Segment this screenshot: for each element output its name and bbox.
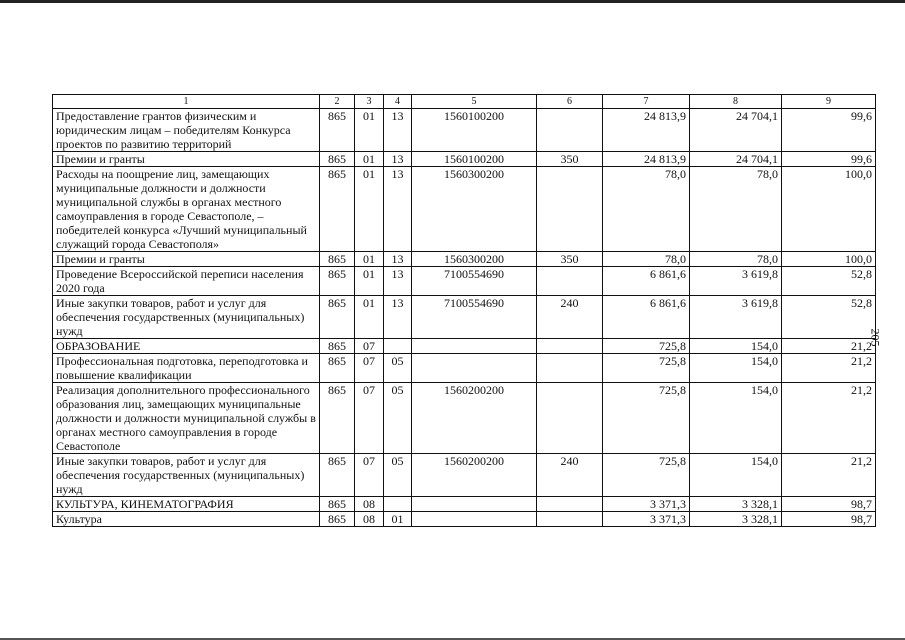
planned-amount: 725,8 — [603, 383, 690, 454]
planned-amount: 3 371,3 — [603, 512, 690, 527]
expense-type-code: 240 — [537, 454, 603, 497]
execution-percent: 99,6 — [782, 109, 876, 152]
expense-item-name: Проведение Всероссийской переписи населения 2020 года — [53, 267, 320, 296]
planned-amount: 24 813,9 — [603, 152, 690, 167]
table-row — [53, 109, 876, 152]
executed-amount: 154,0 — [690, 339, 782, 354]
subsection-code: 05 — [384, 383, 412, 454]
planned-amount: 725,8 — [603, 339, 690, 354]
expense-type-code — [537, 512, 603, 527]
expense-type-code: 350 — [537, 252, 603, 267]
subsection-code: 13 — [384, 152, 412, 167]
ministry-code: 865 — [320, 339, 355, 354]
ministry-code: 865 — [320, 167, 355, 252]
expense-type-code — [537, 167, 603, 252]
execution-percent: 52,8 — [782, 296, 876, 339]
executed-amount: 78,0 — [690, 252, 782, 267]
expense-type-code: 350 — [537, 152, 603, 167]
ministry-code: 865 — [320, 152, 355, 167]
table-row — [53, 339, 876, 354]
subsection-code: 13 — [384, 167, 412, 252]
section-code: 01 — [355, 252, 384, 267]
target-article-code — [412, 339, 537, 354]
table-row — [53, 152, 876, 167]
target-article-code: 1560300200 — [412, 252, 537, 267]
target-article-code: 1560200200 — [412, 383, 537, 454]
execution-percent: 99,6 — [782, 152, 876, 167]
section-code: 01 — [355, 152, 384, 167]
target-article-code: 1560200200 — [412, 454, 537, 497]
expense-item-name: Профессиональная подготовка, переподготовка и повышение квалификации — [53, 354, 320, 383]
section-code: 07 — [355, 339, 384, 354]
table-row — [53, 167, 876, 252]
subsection-code: 05 — [384, 454, 412, 497]
column-number: 4 — [384, 95, 412, 109]
column-number: 5 — [412, 95, 537, 109]
subsection-code — [384, 339, 412, 354]
subsection-code: 01 — [384, 512, 412, 527]
expense-item-name: ОБРАЗОВАНИЕ — [53, 339, 320, 354]
execution-percent: 98,7 — [782, 512, 876, 527]
expense-item-name: КУЛЬТУРА, КИНЕМАТОГРАФИЯ — [53, 497, 320, 512]
executed-amount: 154,0 — [690, 354, 782, 383]
ministry-code: 865 — [320, 109, 355, 152]
scan-top-edge — [0, 0, 905, 3]
executed-amount: 3 328,1 — [690, 512, 782, 527]
expense-type-code: 240 — [537, 296, 603, 339]
execution-percent: 100,0 — [782, 252, 876, 267]
target-article-code — [412, 354, 537, 383]
expense-item-name: Расходы на поощрение лиц, замещающих муниципальные должности и должности муниципальной службы в органах местного самоуправления в городе Севастополе, – победителей конкурса «Лучший муниципальный служащий города Севастополя» — [53, 167, 320, 252]
section-code: 08 — [355, 497, 384, 512]
column-number: 7 — [603, 95, 690, 109]
expense-item-name: Культура — [53, 512, 320, 527]
executed-amount: 154,0 — [690, 383, 782, 454]
section-code: 07 — [355, 354, 384, 383]
execution-percent: 21,2 — [782, 454, 876, 497]
table-row — [53, 383, 876, 454]
execution-percent: 21,2 — [782, 339, 876, 354]
subsection-code: 13 — [384, 296, 412, 339]
executed-amount: 3 328,1 — [690, 497, 782, 512]
column-number: 3 — [355, 95, 384, 109]
executed-amount: 24 704,1 — [690, 152, 782, 167]
column-number-row — [53, 95, 876, 109]
expense-type-code — [537, 383, 603, 454]
ministry-code: 865 — [320, 296, 355, 339]
ministry-code: 865 — [320, 454, 355, 497]
planned-amount: 725,8 — [603, 354, 690, 383]
subsection-code: 13 — [384, 267, 412, 296]
expense-item-name: Иные закупки товаров, работ и услуг для обеспечения государственных (муниципальных) нужд — [53, 454, 320, 497]
table-row — [53, 252, 876, 267]
planned-amount: 78,0 — [603, 167, 690, 252]
table-row — [53, 454, 876, 497]
table-row — [53, 296, 876, 339]
execution-percent: 52,8 — [782, 267, 876, 296]
column-number: 1 — [53, 95, 320, 109]
table-row — [53, 354, 876, 383]
table-row — [53, 267, 876, 296]
target-article-code — [412, 497, 537, 512]
page-number: 205 — [868, 328, 883, 347]
section-code: 08 — [355, 512, 384, 527]
expense-type-code — [537, 497, 603, 512]
target-article-code: 1560300200 — [412, 167, 537, 252]
expense-item-name: Премии и гранты — [53, 252, 320, 267]
planned-amount: 6 861,6 — [603, 267, 690, 296]
planned-amount: 6 861,6 — [603, 296, 690, 339]
column-number: 9 — [782, 95, 876, 109]
subsection-code: 13 — [384, 252, 412, 267]
planned-amount: 725,8 — [603, 454, 690, 497]
expense-type-code — [537, 109, 603, 152]
target-article-code: 7100554690 — [412, 296, 537, 339]
subsection-code — [384, 497, 412, 512]
expense-item-name: Премии и гранты — [53, 152, 320, 167]
target-article-code: 1560100200 — [412, 109, 537, 152]
target-article-code: 1560100200 — [412, 152, 537, 167]
ministry-code: 865 — [320, 252, 355, 267]
execution-percent: 100,0 — [782, 167, 876, 252]
column-number: 2 — [320, 95, 355, 109]
planned-amount: 78,0 — [603, 252, 690, 267]
target-article-code — [412, 512, 537, 527]
section-code: 01 — [355, 267, 384, 296]
executed-amount: 78,0 — [690, 167, 782, 252]
planned-amount: 24 813,9 — [603, 109, 690, 152]
expense-item-name: Иные закупки товаров, работ и услуг для обеспечения государственных (муниципальных) нужд — [53, 296, 320, 339]
column-number: 6 — [537, 95, 603, 109]
table-row — [53, 512, 876, 527]
subsection-code: 05 — [384, 354, 412, 383]
ministry-code: 865 — [320, 267, 355, 296]
table-row — [53, 497, 876, 512]
section-code: 01 — [355, 296, 384, 339]
ministry-code: 865 — [320, 383, 355, 454]
column-number: 8 — [690, 95, 782, 109]
section-code: 01 — [355, 109, 384, 152]
execution-percent: 21,2 — [782, 383, 876, 454]
executed-amount: 3 619,8 — [690, 267, 782, 296]
budget-table — [52, 94, 876, 527]
target-article-code: 7100554690 — [412, 267, 537, 296]
section-code: 07 — [355, 454, 384, 497]
ministry-code: 865 — [320, 497, 355, 512]
planned-amount: 3 371,3 — [603, 497, 690, 512]
executed-amount: 24 704,1 — [690, 109, 782, 152]
expense-item-name: Реализация дополнительного профессионального образования лиц, замещающих муниципальные должности и должности муниципальной службы в органах местного самоуправления в городе Севастополе — [53, 383, 320, 454]
subsection-code: 13 — [384, 109, 412, 152]
execution-percent: 98,7 — [782, 497, 876, 512]
expense-item-name: Предоставление грантов физическим и юридическим лицам – победителям Конкурса проектов по развитию территорий — [53, 109, 320, 152]
section-code: 07 — [355, 383, 384, 454]
expense-type-code — [537, 267, 603, 296]
expense-type-code — [537, 339, 603, 354]
execution-percent: 21,2 — [782, 354, 876, 383]
ministry-code: 865 — [320, 512, 355, 527]
executed-amount: 154,0 — [690, 454, 782, 497]
ministry-code: 865 — [320, 354, 355, 383]
executed-amount: 3 619,8 — [690, 296, 782, 339]
section-code: 01 — [355, 167, 384, 252]
expense-type-code — [537, 354, 603, 383]
